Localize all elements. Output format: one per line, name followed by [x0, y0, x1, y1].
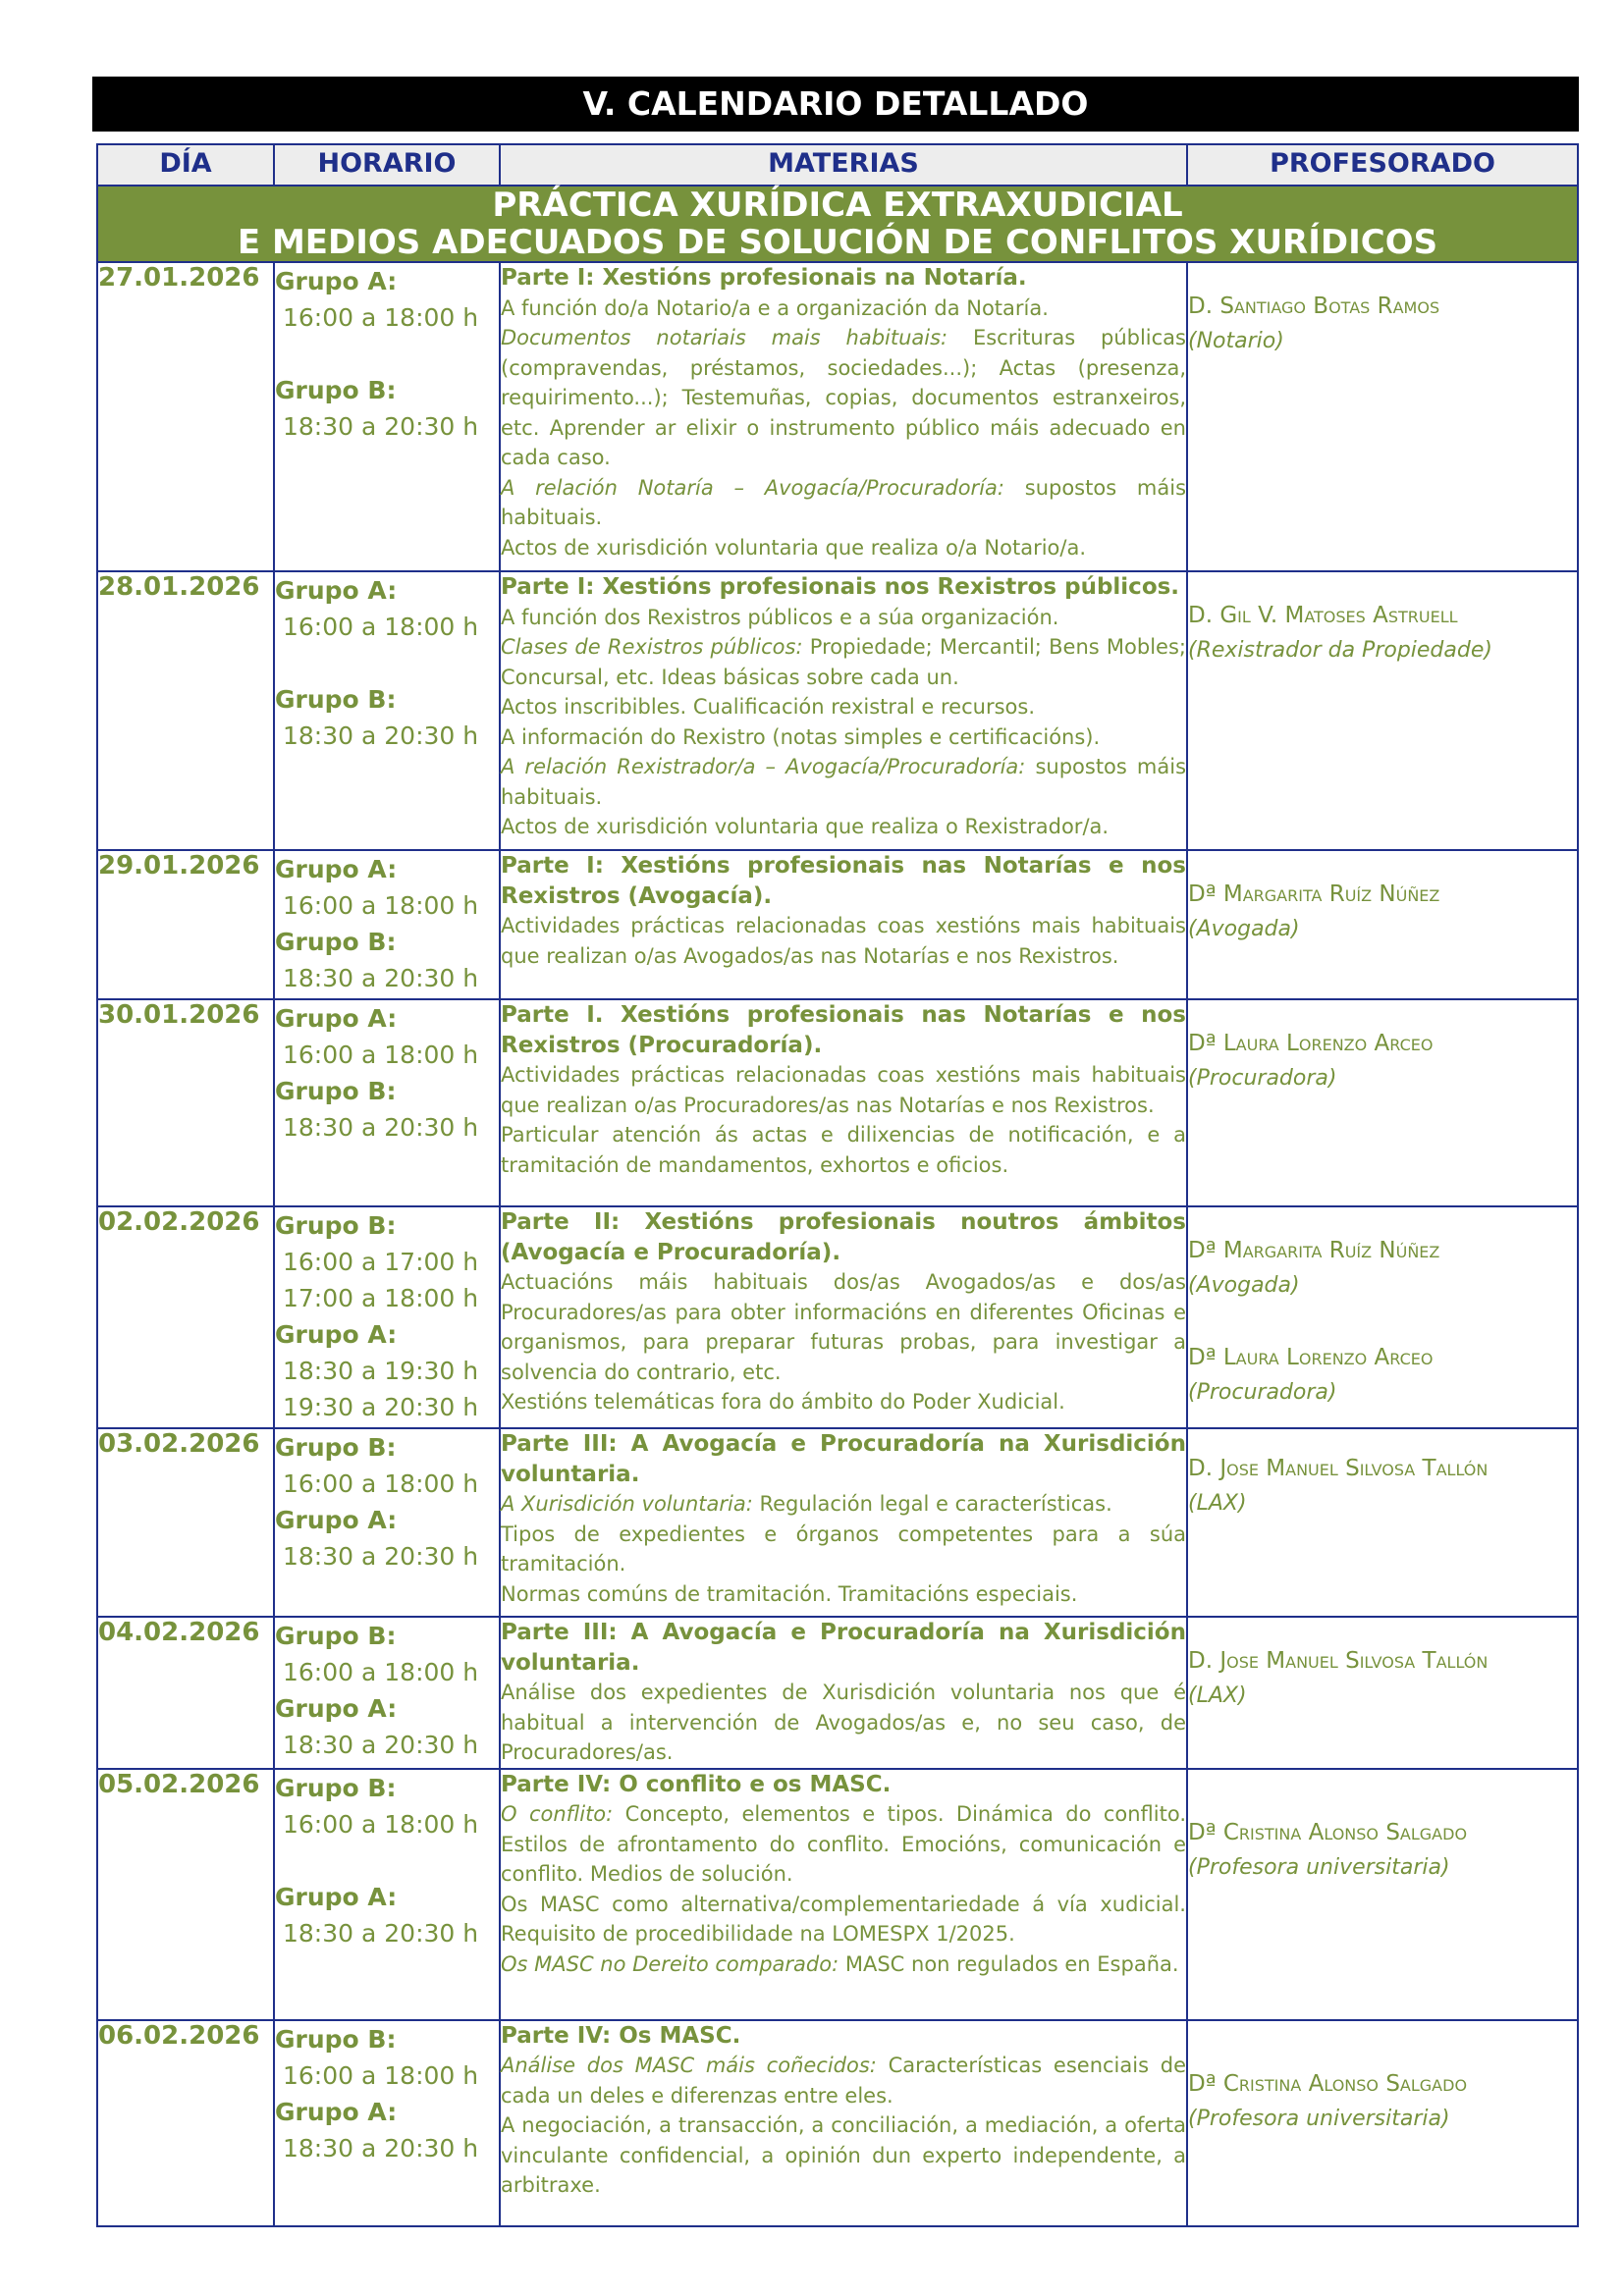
subject-paragraph: Normas comúns de tramitación. Tramitacións especiais.: [501, 1581, 1078, 1606]
subject-heading: Parte I: Xestións profesionais nos Rexistros públicos.: [501, 574, 1180, 600]
header-schedule: HORARIO: [274, 144, 500, 186]
subject-paragraph: Tipos de expedientes e órganos competentes para a súa tramitación.: [501, 1522, 1186, 1575]
table-row: [97, 1617, 1578, 1769]
group-label: Grupo A:: [275, 855, 398, 883]
group-label: Grupo B:: [275, 2024, 397, 2054]
day-cell: 06.02.2026: [97, 2020, 274, 2226]
subjects-cell: [500, 1428, 1187, 1617]
group-label: Grupo A:: [275, 1004, 398, 1033]
group-label: Grupo A:: [275, 1694, 398, 1723]
subject-heading: Parte I. Xestións profesionais nas Notarías e nos Rexistros (Procuradoría).: [501, 1002, 1186, 1058]
teacher-name: D. Jose Manuel Silvosa Tallón: [1188, 1648, 1489, 1674]
time-slot: 18:30 a 20:30 h: [283, 412, 479, 441]
subject-paragraph: [501, 752, 1186, 812]
time-slot: 19:30 a 20:30 h: [283, 1393, 479, 1421]
subjects-cell: [500, 2020, 1187, 2226]
group-label: Grupo B:: [275, 1773, 397, 1802]
teacher-role: (Avogada): [1188, 1273, 1300, 1298]
spacer: [275, 336, 499, 372]
schedule-cell: [274, 1769, 500, 2020]
subject-text: Concepto, elementos e tipos. Dinámica do conflito. Estilos de afrontamento do conflito. Emocións, comunicación e conflito. Medios de solución.: [501, 1802, 1186, 1886]
day-cell: 29.01.2026: [97, 850, 274, 999]
teachers-cell: [1187, 850, 1578, 999]
spacer: [1188, 1304, 1577, 1340]
teachers-cell: [1187, 1617, 1578, 1769]
subject-heading: Parte II: Xestións profesionais noutros ámbitos (Avogacía e Procuradoría).: [501, 1209, 1186, 1265]
day-cell: 28.01.2026: [97, 571, 274, 850]
subject-heading: Parte III: A Avogacía e Procuradoría na Xurisdición voluntaria.: [501, 1620, 1186, 1676]
time-slot: 16:00 a 18:00 h: [283, 2060, 479, 2090]
subject-paragraph: [501, 2051, 1186, 2110]
subject-paragraph: Particular atención ás actas e dilixencias de notificación, e a tramitación de mandamentos, exhortos e oficios.: [501, 1123, 1186, 1177]
teacher-name: Dª Margarita Ruíz Núñez: [1188, 881, 1440, 907]
subjects-cell: [500, 571, 1187, 850]
time-slot: 16:00 a 18:00 h: [283, 303, 479, 332]
subject-paragraph: [501, 1799, 1186, 1890]
subject-heading: Parte I: Xestións profesionais na Notaría.: [501, 265, 1027, 291]
subject-paragraph: Análise dos expedientes de Xurisdición voluntaria nos que é habitual a intervención de Avogados/as e, no seu caso, de Procuradores/as.: [501, 1681, 1186, 1764]
subject-paragraph: Actos inscribibles. Cualificación rexistral e recursos.: [501, 695, 1036, 719]
teacher-role: (Procuradora): [1188, 1066, 1337, 1091]
subject-heading: Parte IV: O conflito e os MASC.: [501, 1771, 892, 1797]
teachers-cell: [1187, 2020, 1578, 2226]
header-teachers: PROFESORADO: [1187, 144, 1578, 186]
table-row: [97, 850, 1578, 999]
teachers-cell: [1187, 571, 1578, 850]
schedule-cell: [274, 1206, 500, 1428]
group-label: Grupo A:: [275, 2097, 398, 2126]
subject-paragraph: [501, 1489, 1186, 1520]
day-cell: 30.01.2026: [97, 999, 274, 1206]
teachers-cell: [1187, 999, 1578, 1206]
header-day: DÍA: [97, 144, 274, 186]
subject-paragraph: A información do Rexistro (notas simples e certificacións).: [501, 724, 1101, 749]
teacher-role: (LAX): [1188, 1491, 1247, 1516]
subject-text: Características esenciais de cada un deles e diferenzas entre eles.: [501, 2054, 1187, 2108]
subject-heading: Parte IV: Os MASC.: [501, 2022, 741, 2049]
group-label: Grupo A:: [275, 1506, 398, 1534]
teacher-name: Dª Cristina Alonso Salgado: [1188, 2070, 1468, 2097]
teacher-role: (LAX): [1188, 1683, 1247, 1708]
table-row: [97, 262, 1578, 571]
subjects-cell: [500, 850, 1187, 999]
teacher-name: D. Jose Manuel Silvosa Tallón: [1188, 1456, 1489, 1481]
subjects-cell: [500, 262, 1187, 571]
calendar-table: [96, 143, 1579, 2227]
teachers-cell: [1187, 1206, 1578, 1428]
time-slot: 16:00 a 18:00 h: [283, 1469, 479, 1498]
group-label: Grupo B:: [275, 1077, 397, 1105]
subject-paragraph: Actos de xurisdición voluntaria que realiza o/a Notario/a.: [501, 535, 1087, 560]
table-row: [97, 1769, 1578, 2020]
group-label: Grupo B:: [275, 1433, 397, 1462]
day-cell: 04.02.2026: [97, 1617, 274, 1769]
page-title: V. CALENDARIO DETALLADO: [92, 77, 1579, 132]
group-label: Grupo B:: [275, 1622, 397, 1650]
subject-paragraph: A función do/a Notario/a e a organización da Notaría.: [501, 295, 1049, 320]
teacher-role: (Avogada): [1188, 917, 1300, 941]
section-title-line1: PRÁCTICA XURÍDICA EXTRAXUDICIAL: [492, 186, 1183, 225]
subject-heading: Parte I: Xestións profesionais nas Notarías e nos Rexistros (Avogacía).: [501, 853, 1186, 909]
subject-italic-lead: A relación Rexistrador/a – Avogacía/Procuradoría:: [501, 755, 1026, 778]
subject-italic-lead: Análise dos MASC máis coñecidos:: [501, 2054, 877, 2077]
subject-paragraph: Xestións telemáticas fora do ámbito do Poder Xudicial.: [501, 1390, 1065, 1414]
day-cell: 05.02.2026: [97, 1769, 274, 2020]
subject-text: Escrituras públicas (compravendas, préstamos, sociedades...); Actas (presenza, requirimento...); Testemuñas, copias, documentos estranxeiros, etc. Aprender ar elixir o instrumento público máis adecuado en cada caso.: [501, 326, 1186, 469]
subject-paragraph: [501, 1949, 1186, 1980]
subjects-cell: [500, 1617, 1187, 1769]
subject-italic-lead: Documentos notariais mais habituais:: [501, 326, 948, 349]
subject-paragraph: A negociación, a transacción, a conciliación, a mediación, a oferta vinculante confidencial, a opinión dun experto independente, a arbitraxe.: [501, 2113, 1186, 2197]
subjects-cell: [500, 999, 1187, 1206]
table-row: [97, 1206, 1578, 1428]
teacher-name: Dª Margarita Ruíz Núñez: [1188, 1238, 1440, 1263]
table-row: [97, 571, 1578, 850]
group-label: Grupo A:: [275, 267, 398, 295]
subject-italic-lead: A relación Notaría – Avogacía/Procuradoría:: [501, 475, 1004, 500]
group-label: Grupo B:: [275, 685, 397, 714]
table-row: [97, 2020, 1578, 2226]
subject-text: Regulación legal e características.: [752, 1492, 1112, 1516]
time-slot: 16:00 a 17:00 h: [283, 1248, 479, 1276]
time-slot: 16:00 a 18:00 h: [283, 613, 479, 641]
teachers-cell: [1187, 262, 1578, 571]
day-cell: 02.02.2026: [97, 1206, 274, 1428]
subject-italic-lead: Os MASC no Dereito comparado:: [501, 1951, 839, 1976]
subject-italic-lead: O conflito:: [501, 1802, 614, 1826]
teacher-name: D. Gil V. Matoses Astruell: [1188, 603, 1458, 628]
schedule-cell: [274, 571, 500, 850]
header-subjects: MATERIAS: [500, 144, 1187, 186]
time-slot: 18:30 a 19:30 h: [283, 1357, 479, 1385]
teacher-role: (Profesora universitaria): [1188, 2106, 1450, 2131]
subject-paragraph: Actos de xurisdición voluntaria que realiza o Rexistrador/a.: [501, 815, 1110, 838]
subjects-cell: [500, 1769, 1187, 2020]
time-slot: 18:30 a 20:30 h: [283, 2133, 479, 2163]
teachers-cell: [1187, 1428, 1578, 1617]
subject-paragraph: Actuacións máis habituais dos/as Avogados/as e dos/as Procuradores/as para obter informacións en diferentes Oficinas e organismos, para preparar futuras probas, para investigar a solvencia do contrario, etc.: [501, 1270, 1186, 1384]
subject-paragraph: [501, 632, 1186, 692]
time-slot: 16:00 a 18:00 h: [283, 1658, 479, 1686]
spacer: [275, 1842, 499, 1879]
subject-italic-lead: A Xurisdición voluntaria:: [501, 1492, 753, 1516]
table-row: [97, 999, 1578, 1206]
group-label: Grupo A:: [275, 1320, 398, 1349]
subject-text: supostos máis habituais.: [501, 755, 1187, 809]
teacher-role: (Profesora universitaria): [1188, 1854, 1450, 1880]
schedule-cell: [274, 2020, 500, 2226]
schedule-cell: [274, 262, 500, 571]
schedule-cell: [274, 850, 500, 999]
teacher-role: (Notario): [1188, 329, 1284, 353]
subject-text: MASC non regulados en España.: [839, 1951, 1179, 1976]
teacher-name: Dª Cristina Alonso Salgado: [1188, 1819, 1468, 1845]
subject-paragraph: A función dos Rexistros públicos e a súa organización.: [501, 605, 1059, 629]
subject-paragraph: Os MASC como alternativa/complementariedade á vía xudicial. Requisito de procedibilidade na LOMESPX 1/2025.: [501, 1892, 1186, 1946]
subjects-cell: [500, 1206, 1187, 1428]
spacer: [275, 645, 499, 681]
group-label: Grupo A:: [275, 1882, 398, 1911]
time-slot: 18:30 a 20:30 h: [283, 1918, 479, 1948]
teacher-name: Dª Laura Lorenzo Arceo: [1188, 1031, 1434, 1056]
time-slot: 18:30 a 20:30 h: [283, 1731, 479, 1759]
subject-heading: Parte III: A Avogacía e Procuradoría na Xurisdición voluntaria.: [501, 1431, 1186, 1487]
schedule-cell: [274, 999, 500, 1206]
section-banner: [97, 186, 1578, 262]
group-label: Grupo B:: [275, 1211, 397, 1240]
teacher-role: (Procuradora): [1188, 1380, 1337, 1405]
subject-italic-lead: Clases de Rexistros públicos:: [501, 635, 803, 659]
subject-paragraph: [501, 323, 1186, 473]
time-slot: 17:00 a 18:00 h: [283, 1284, 479, 1312]
group-label: Grupo B:: [275, 376, 397, 404]
subject-text: Propiedade; Mercantil; Bens Mobles; Concursal, etc. Ideas básicas sobre cada un.: [501, 635, 1186, 689]
schedule-cell: [274, 1617, 500, 1769]
time-slot: 18:30 a 20:30 h: [283, 721, 479, 750]
time-slot: 16:00 a 18:00 h: [283, 1041, 479, 1069]
subject-paragraph: Actividades prácticas relacionadas coas xestións mais habituais que realizan o/as Avogados/as nas Notarías e nos Rexistros.: [501, 914, 1186, 968]
time-slot: 16:00 a 18:00 h: [283, 891, 479, 920]
teacher-role: (Rexistrador da Propiedade): [1188, 638, 1492, 663]
group-label: Grupo A:: [275, 576, 398, 605]
table-row: [97, 1428, 1578, 1617]
schedule-cell: [274, 1428, 500, 1617]
time-slot: 16:00 a 18:00 h: [283, 1809, 479, 1839]
subject-paragraph: [501, 473, 1186, 533]
subject-text: supostos máis habituais.: [501, 475, 1187, 529]
teachers-cell: [1187, 1769, 1578, 2020]
subject-paragraph: Actividades prácticas relacionadas coas xestións mais habituais que realizan o/as Procuradores/as nas Notarías e nos Rexistros.: [501, 1063, 1186, 1117]
day-cell: 27.01.2026: [97, 262, 274, 571]
section-title-line2: E MEDIOS ADECUADOS DE SOLUCIÓN DE CONFLITOS XURÍDICOS: [237, 223, 1438, 262]
teacher-name: D. Santiago Botas Ramos: [1188, 294, 1440, 319]
day-cell: 03.02.2026: [97, 1428, 274, 1617]
time-slot: 18:30 a 20:30 h: [283, 1113, 479, 1142]
teacher-name: Dª Laura Lorenzo Arceo: [1188, 1345, 1434, 1370]
group-label: Grupo B:: [275, 928, 397, 956]
time-slot: 18:30 a 20:30 h: [283, 1542, 479, 1571]
time-slot: 18:30 a 20:30 h: [283, 964, 479, 992]
